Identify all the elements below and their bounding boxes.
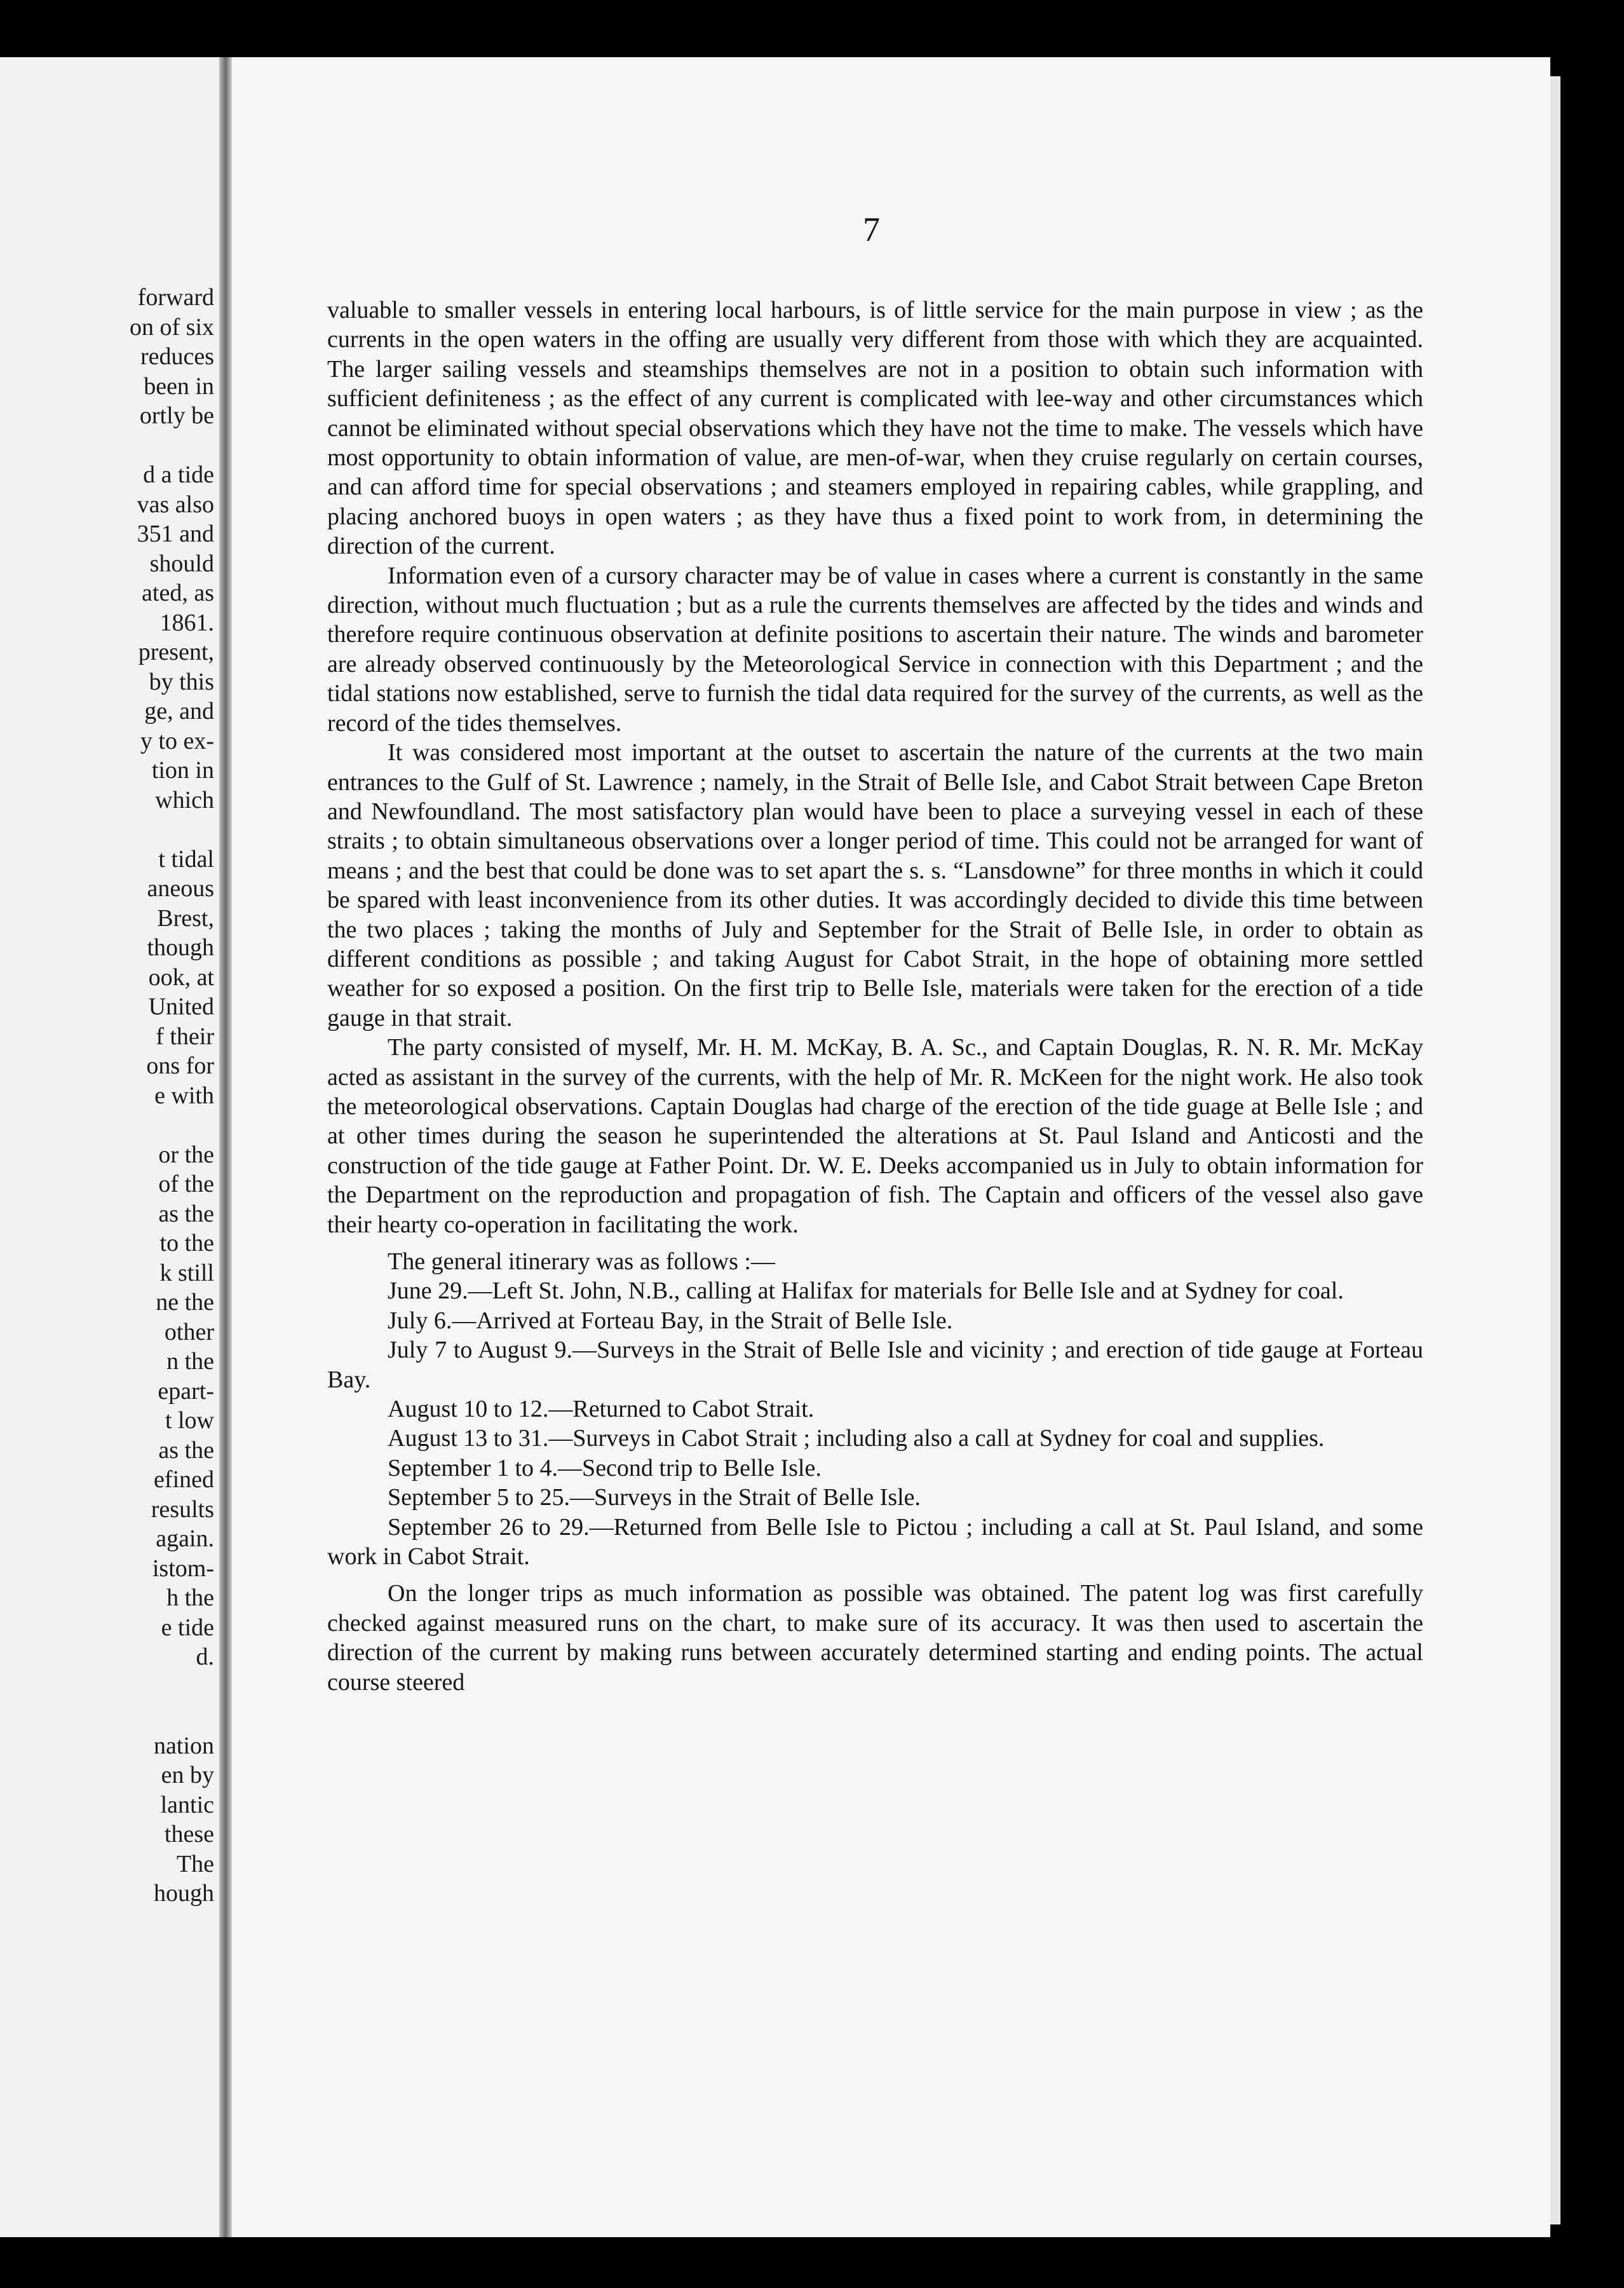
- left-page-text-fragment: 1861.: [159, 609, 214, 636]
- left-page-text-fragment: been in: [144, 372, 214, 400]
- left-page-text-fragment: present,: [138, 639, 214, 665]
- paragraph: Information even of a cursory character may be of value in cases where a current is constantly in the same direction, without much fluctuation ; but as a rule the currents themselves are affected by the tides and winds and therefore require continuous observation at definite positions to ascertain their nature. The winds and barometer are already observed continuously by the Meteorological Service in connection with this Department ; and the tidal stations now established, serve to furnish the tidal data required for the survey of the currents, as well as the record of the tides themselves.: [327, 562, 1423, 737]
- left-page-text-fragment: t low: [165, 1407, 214, 1434]
- left-page-text-fragment: to the: [159, 1230, 214, 1256]
- left-page-text-fragment: by this: [149, 668, 214, 695]
- left-page-text-fragment: ne the: [156, 1289, 214, 1316]
- left-page-text-fragment: tion in: [151, 757, 214, 784]
- paragraph: The general itinerary was as follows :—: [388, 1248, 775, 1275]
- left-page-text-fragment: nation: [154, 1732, 214, 1759]
- paragraph: August 13 to 31.—Surveys in Cabot Strait ; including also a call at Sydney for coal and supplies.: [388, 1425, 1325, 1452]
- paragraph: September 5 to 25.—Surveys in the Strait of Belle Isle.: [388, 1484, 921, 1511]
- paragraph: It was considered most important at the outset to ascertain the nature of the currents at the two main entrances to the Gulf of St. Lawrence ; namely, in the Strait of Belle Isle, and Cabot Strait between Cape Breton and Newfoundland. The most satisfactory plan would have been to place a surveying vessel in each of these straits ; to obtain simultaneous observations over a longer period of time. This could not be arranged for want of means ; and the best that could be done was to set apart the s. s. “Lansdowne” for three months in which it could be spared with least inconvenience from its other duties. It was accordingly decided to divide this time between the two places ; taking the months of July and September for the Strait of Belle Isle, in order to obtain as different conditions as possible ; and taking August for Cabot Strait, in the hope of obtaining more settled weather for so exposed a position. On the first trip to Belle Isle, materials were taken for the erection of a tide gauge in that strait.: [327, 739, 1423, 1032]
- left-page-text-fragment: which: [155, 786, 214, 814]
- left-page-text-fragment: epart-: [158, 1377, 214, 1405]
- left-page-text-fragment: other: [164, 1318, 214, 1345]
- left-page-text-fragment: of the: [158, 1171, 214, 1197]
- left-page-text-fragment: as the: [158, 1200, 214, 1227]
- paragraph: The party consisted of myself, Mr. H. M. McKay, B. A. Sc., and Captain Douglas, R. N. R. Mr. McKay acted as assistant in the survey of the currents, with the help of Mr. R. McKeen for the night work. He also took the meteorological observations. Captain Douglas had charge of the erection of the tide guage at Belle Isle ; and at other times during the season he superintended the alterations at St. Paul Island and Anticosti and the construction of the tide gauge at Father Point. Dr. W. E. Deeks accompanied us in July to obtain information for the Department on the reproduction and propagation of fish. The Captain and officers of the vessel also gave their hearty co-operation in facilitating the work.: [327, 1034, 1423, 1238]
- left-page-text-fragment: en by: [161, 1762, 214, 1788]
- left-page-text-fragment: on of six: [130, 313, 214, 341]
- left-page-text-fragment: as the: [158, 1436, 214, 1464]
- left-page-text-fragment: should: [149, 550, 214, 577]
- left-page-text-fragment: ortly be: [139, 402, 214, 429]
- left-page-text-fragment: d.: [196, 1644, 214, 1670]
- left-page: [0, 57, 219, 2237]
- left-page-text-fragment: ge, and: [144, 698, 214, 725]
- page-gutter: [219, 57, 232, 2237]
- paragraph: September 1 to 4.—Second trip to Belle Isle.: [388, 1454, 822, 1481]
- left-page-text-fragment: lantic: [160, 1791, 214, 1818]
- left-page-text-fragment: istom-: [152, 1555, 214, 1582]
- left-page-text-fragment: f their: [156, 1023, 214, 1050]
- left-page-text-fragment: d a tide: [143, 461, 214, 488]
- left-page-text-fragment: 351 and: [137, 521, 214, 547]
- left-page-text-fragment: t tidal: [158, 845, 214, 873]
- left-page-text-fragment: United: [148, 993, 214, 1020]
- left-page-text-fragment: y to ex-: [140, 727, 214, 754]
- left-page-text-fragment: n the: [166, 1348, 214, 1375]
- left-page-text-fragment: these: [164, 1821, 214, 1848]
- page-edge: [1550, 76, 1560, 2224]
- left-page-text-fragment: forward: [137, 284, 214, 311]
- page-number: 7: [863, 210, 880, 249]
- paragraph: On the longer trips as much information as possible was obtained. The patent log was first carefully checked against measured runs on the chart, to make sure of its accuracy. It was then used to ascertain the direction of the current by making runs between accurately determined starting and ending points. The actual course steered: [327, 1580, 1423, 1696]
- left-page-text-fragment: or the: [158, 1141, 214, 1168]
- left-page-text-fragment: ated, as: [142, 580, 214, 606]
- left-page-text-fragment: e tide: [161, 1614, 214, 1641]
- left-page-text-fragment: e with: [154, 1082, 214, 1109]
- left-page-text-fragment: h the: [166, 1584, 214, 1611]
- left-page-text-fragment: hough: [154, 1880, 214, 1907]
- left-page-text-fragment: though: [147, 934, 214, 961]
- left-page-text-fragment: results: [151, 1495, 214, 1523]
- body-text: [327, 296, 1423, 1697]
- paragraph: August 10 to 12.—Returned to Cabot Strait.: [388, 1396, 815, 1423]
- left-page-text-fragment: reduces: [140, 343, 214, 370]
- left-page-text-fragment: The: [176, 1850, 214, 1877]
- left-page-text-fragment: vas also: [137, 491, 214, 518]
- left-page-text-fragment: again.: [156, 1525, 214, 1552]
- paragraph: June 29.—Left St. John, N.B., calling at Halifax for materials for Belle Isle and at Sydney for coal.: [388, 1277, 1344, 1305]
- paragraph: July 6.—Arrived at Forteau Bay, in the Strait of Belle Isle.: [388, 1307, 953, 1334]
- paragraph: September 26 to 29.—Returned from Belle Isle to Pictou ; including a call at St. Paul Island, and some work in Cabot Strait.: [327, 1513, 1423, 1570]
- left-page-text-fragment: efined: [154, 1466, 214, 1493]
- paragraph: valuable to smaller vessels in entering local harbours, is of little service for the main purpose in view ; as the currents in the open waters in the offing are usually very different from those with which they are acquainted. The larger sailing vessels and steamships themselves are not in a position to obtain such information with sufficient definiteness ; as the effect of any current is complicated with lee-way and other circumstances which cannot be eliminated without special observations which they have not the time to make. The vessels which have most opportunity to obtain information of value, are men-of-war, when they cruise regularly on certain courses, and can afford time for special observations ; and steamers employed in repairing cables, while grappling, and placing anchored buoys in open waters ; as they have thus a fixed point to work from, in determining the direction of the current.: [327, 297, 1423, 560]
- left-page-text-fragment: k still: [159, 1259, 214, 1286]
- left-page-text-fragment: ook, at: [148, 964, 214, 991]
- left-page-text-fragment: aneous: [147, 875, 214, 902]
- paragraph: July 7 to August 9.—Surveys in the Strait of Belle Isle and vicinity ; and erection of tide gauge at Forteau Bay.: [327, 1337, 1423, 1393]
- left-page-text-fragment: ons for: [146, 1052, 214, 1079]
- left-page-text-fragment: Brest,: [157, 904, 214, 932]
